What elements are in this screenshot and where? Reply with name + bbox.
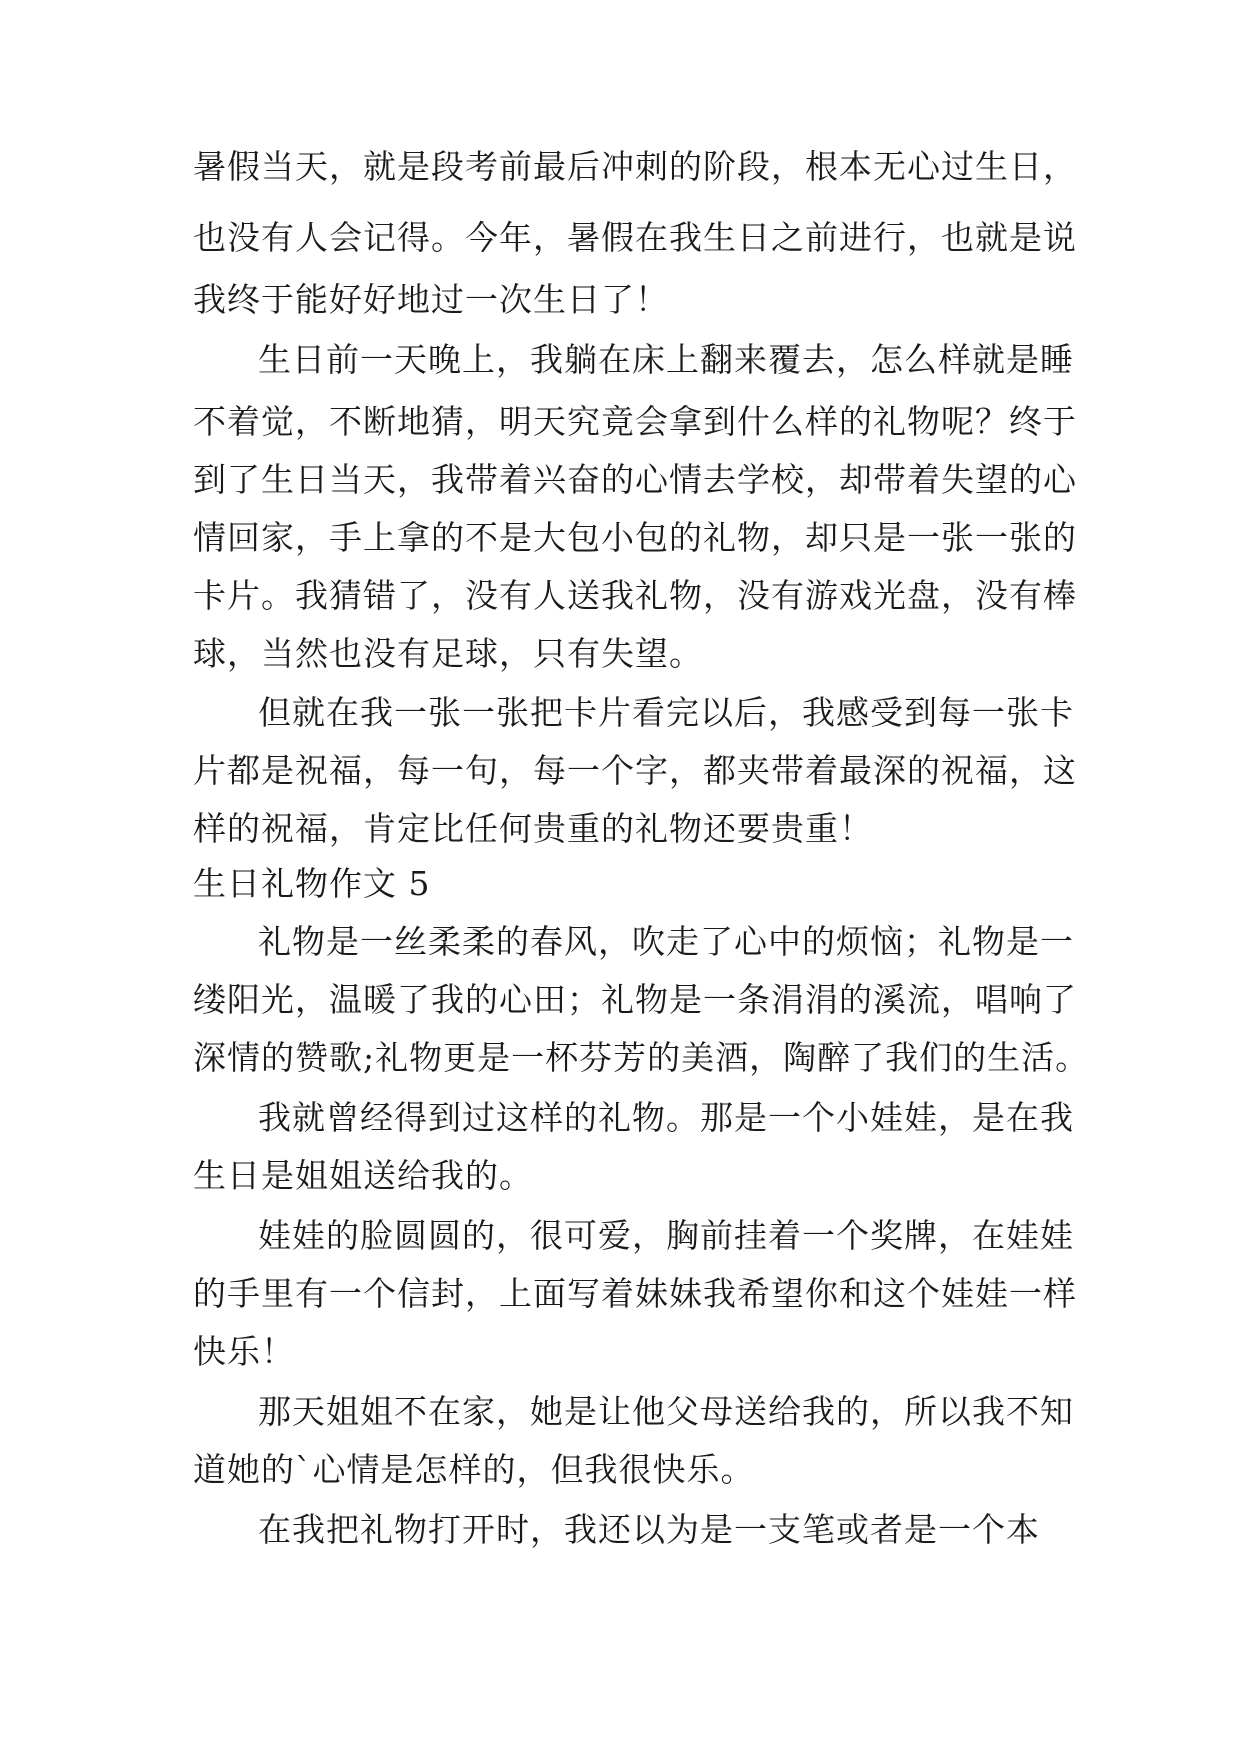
text-line: 生日前一天晚上，我躺在床上翻来覆去，怎么样就是睡 xyxy=(258,340,1074,379)
text-line: 我终于能好好地过一次生日了！ xyxy=(193,280,669,319)
text-line: 不着觉，不断地猜，明天究竟会拿到什么样的礼物呢？终于 xyxy=(193,402,1077,441)
text-line: 生日是姐姐送给我的。 xyxy=(193,1156,533,1195)
text-line: 那天姐姐不在家，她是让他父母送给我的，所以我不知 xyxy=(258,1392,1074,1431)
text-line: 样的祝福，肯定比任何贵重的礼物还要贵重！ xyxy=(193,809,873,848)
text-line: 暑假当天，就是段考前最后冲刺的阶段，根本无心过生日， xyxy=(193,147,1077,186)
text-line: 深情的赞歌;礼物更是一杯芬芳的美酒，陶醉了我们的生活。 xyxy=(193,1038,1090,1077)
text-line: 快乐！ xyxy=(193,1332,295,1371)
text-line: 卡片。我猜错了，没有人送我礼物，没有游戏光盘，没有棒 xyxy=(193,576,1077,615)
text-line: 道她的`心情是怎样的，但我很快乐。 xyxy=(193,1450,755,1489)
text-line: 礼物是一丝柔柔的春风，吹走了心中的烦恼；礼物是一 xyxy=(258,922,1074,961)
text-line: 球，当然也没有足球，只有失望。 xyxy=(193,634,703,673)
text-line: 在我把礼物打开时，我还以为是一支笔或者是一个本 xyxy=(258,1510,1040,1549)
text-line: 片都是祝福，每一句，每一个字，都夹带着最深的祝福，这 xyxy=(193,751,1077,790)
text-line: 娃娃的脸圆圆的，很可爱，胸前挂着一个奖牌，在娃娃 xyxy=(258,1216,1074,1255)
text-line: 缕阳光，温暖了我的心田；礼物是一条涓涓的溪流，唱响了 xyxy=(193,980,1077,1019)
text-line: 但就在我一张一张把卡片看完以后，我感受到每一张卡 xyxy=(258,693,1074,732)
text-line: 到了生日当天，我带着兴奋的心情去学校，却带着失望的心 xyxy=(193,460,1077,499)
text-line: 也没有人会记得。今年，暑假在我生日之前进行，也就是说 xyxy=(193,218,1077,257)
text-line: 情回家，手上拿的不是大包小包的礼物，却只是一张一张的 xyxy=(193,518,1077,557)
text-line: 我就曾经得到过这样的礼物。那是一个小娃娃，是在我 xyxy=(258,1098,1074,1137)
text-line: 的手里有一个信封，上面写着妹妹我希望你和这个娃娃一样 xyxy=(193,1274,1077,1313)
section-heading: 生日礼物作文 5 xyxy=(193,864,431,903)
